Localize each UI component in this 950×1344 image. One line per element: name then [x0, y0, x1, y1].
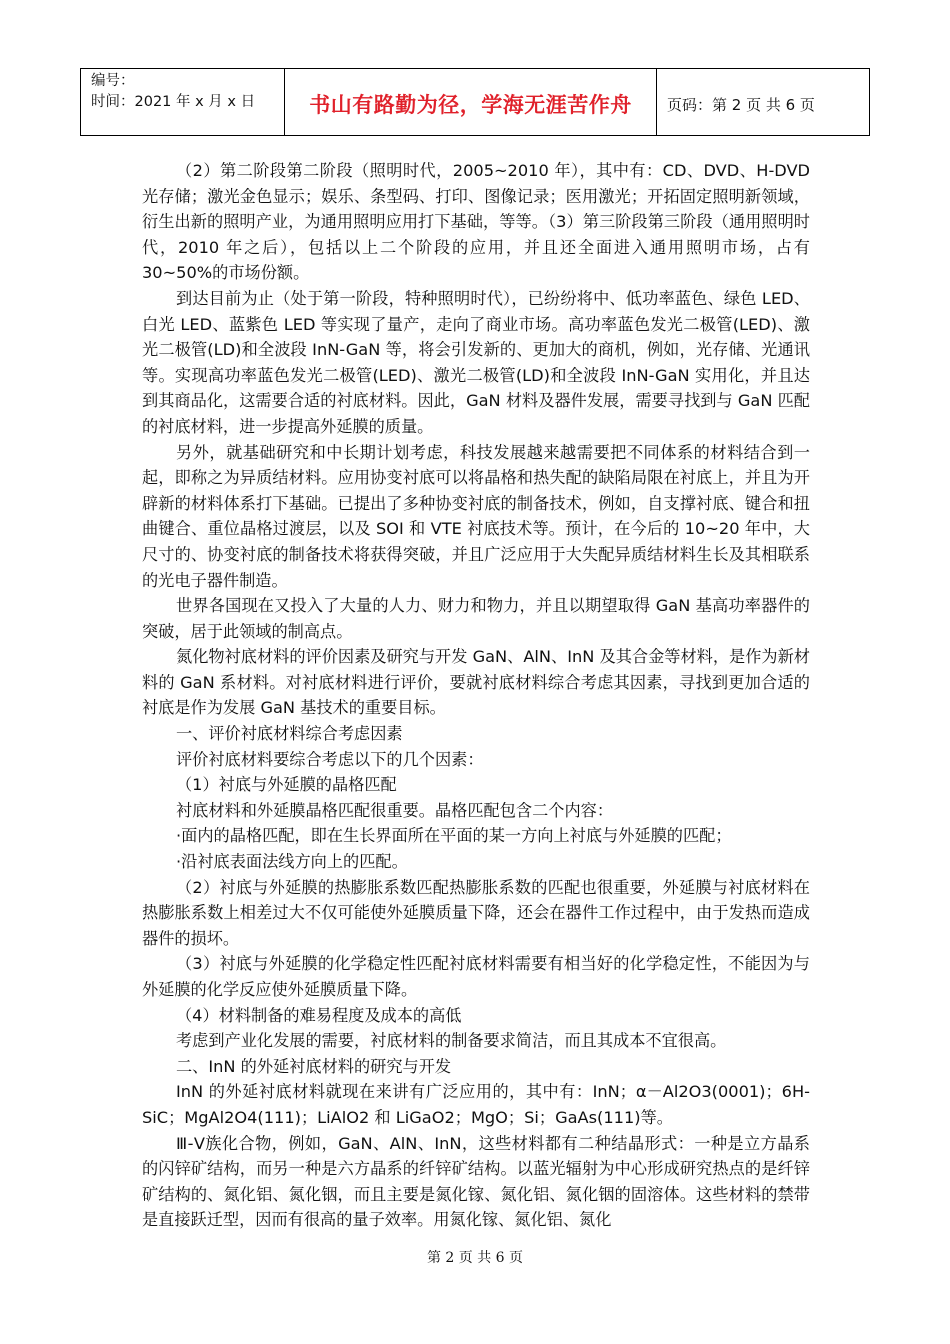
list-item: ·沿衬底表面法线方向上的匹配。 [176, 852, 408, 872]
paragraph: 另外，就基础研究和中长期计划考虑，科技发展越来越需要把不同体系的材料结合到一起，即称之为异质结材料。应用协变衬底可以将晶格和热失配的缺陷局限在衬底上，并且为开辟新的材料体系打下基础。已提出了多种协变衬底的制备技术，例如，自支撑衬底、键合和扭曲键合、重位晶格过渡层，以及 SOI 和 VTE 衬底技术等。预计，在今后的 10~20 年中，大尺寸的、协变衬底的制备技术将获得突破，并且广泛应用于大失配异质结材料生长及其相联系的光电子器件制造。 [142, 442, 810, 590]
paragraph: 到达目前为止（处于第一阶段，特种照明时代），已纷纷将中、低功率蓝色、绿色 LED、白光 LED、蓝紫色 LED 等实现了量产，走向了商业市场。高功率蓝色发光二极管(LED)、激光二极管(LD)和全波段 InN-GaN 等，将会引发新的、更加大的商机，例如，光存储、光通讯等。实现高功率蓝色发光二极管(LED)、激光二极管(LD)和全波段 InN-GaN 实用化，并且达到其商品化，这需要合适的衬底材料。因此，GaN 材料及器件发展，需要寻找到与 GaN 匹配的衬底材料，进一步提高外延膜的质量。 [142, 288, 810, 436]
list-item: ·面内的晶格匹配，即在生长界面所在平面的某一方向上衬底与外延膜的匹配； [176, 826, 732, 846]
paragraph: 评价衬底材料要综合考虑以下的几个因素： [176, 749, 484, 769]
header-info-cell [81, 69, 285, 135]
paragraph: （3）衬底与外延膜的化学稳定性匹配衬底材料需要有相当好的化学稳定性，不能因为与外延膜的化学反应使外延膜质量下降。 [142, 954, 810, 999]
paragraph: 衬底材料和外延膜晶格匹配很重要。晶格匹配包含二个内容： [176, 800, 614, 820]
header-page-label: 页码：第 2 页 共 6 页 [667, 95, 815, 114]
paragraph: （2）衬底与外延膜的热膨胀系数匹配热膨胀系数的匹配也很重要，外延膜与衬底材料在热膨胀系数上相差过大不仅可能使外延膜质量下降，还会在器件工作过程中，由于发热而造成器件的损坏。 [142, 877, 810, 948]
document-body [142, 158, 810, 1233]
section-heading: 二、InN 的外延衬底材料的研究与开发 [176, 1056, 452, 1076]
page-footer: 第 2 页 共 6 页 [426, 1250, 524, 1266]
paragraph: 考虑到产业化发展的需要，衬底材料的制备要求简洁，而且其成本不宜很高。 [176, 1031, 727, 1051]
paragraph: Ⅲ-Ⅴ族化合物，例如，GaN、AlN、InN，这些材料都有二种结晶形式：一种是立方晶系的闪锌矿结构，而另一种是六方晶系的纤锌矿结构。以蓝光辐射为中心形成研究热点的是纤锌矿结构的、氮化铝、氮化铟，而且主要是氮化镓、氮化铝、氮化铟的固溶体。这些材料的禁带是直接跃迁型，因而有很高的量子效率。用氮化镓、氮化铝、氮化 [142, 1133, 810, 1230]
section-heading: 一、评价衬底材料综合考虑因素 [176, 724, 403, 744]
paragraph: 世界各国现在又投入了大量的人力、财力和物力，并且以期望取得 GaN 基高功率器件的突破，居于此领域的制高点。 [142, 596, 810, 641]
paragraph: （2）第二阶段第二阶段（照明时代，2005~2010 年），其中有：CD、DVD、H-DVD 光存储；激光金色显示；娱乐、条型码、打印、图像记录；医用激光；开拓固定照明新领域，衍生出新的照明产业，为通用照明应用打下基础，等等。（3）第三阶段第三阶段（通用照明时代，2010 年之后），包括以上二个阶段的应用，并且还全面进入通用照明市场，占有 30~50%的市场份额。 [142, 161, 810, 283]
header-motto: 书山有路勤为径，学海无涯苦作舟 [285, 69, 657, 135]
subsection-heading: （1）衬底与外延膜的晶格匹配 [176, 775, 397, 795]
subsection-heading: （4）材料制备的难易程度及成本的高低 [176, 1005, 462, 1025]
paragraph: 氮化物衬底材料的评价因素及研究与开发 GaN、AlN、InN 及其合金等材料，是作为新材料的 GaN 系材料。对衬底材料进行评价，要就衬底材料综合考虑其因素，寻找到更加合适的衬底是作为发展 GaN 基技术的重要目标。 [142, 647, 810, 718]
paragraph: InN 的外延衬底材料就现在来讲有广泛应用的，其中有：InN；α－Al2O3(0001)；6H-SiC；MgAl2O4(111)；LiAlO2 和 LiGaO2；MgO；Si；GaAs(111)等。 [142, 1082, 810, 1127]
document-date-label: 时间：2021 年 x 月 x 日 [91, 94, 256, 110]
document-number-label: 编号： [91, 73, 135, 89]
document-header [80, 68, 870, 136]
